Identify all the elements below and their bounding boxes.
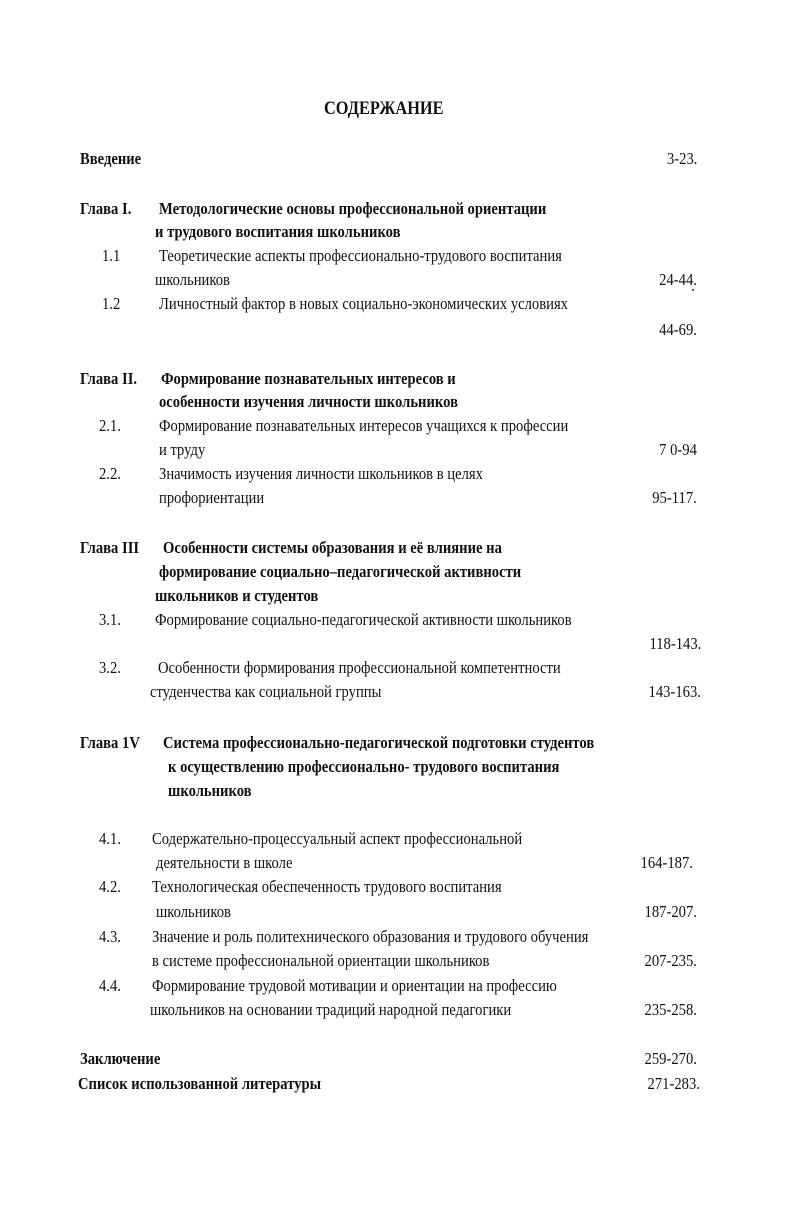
chapter-4-title-line-2: к осуществлению профессионально- трудового воспитания xyxy=(168,757,560,776)
section-1-1-line-1: Теоретические аспекты профессионально-трудового воспитания xyxy=(159,246,562,265)
section-4-4-line-2: школьников на основании традиций народной педагогики xyxy=(150,1000,512,1019)
section-3-1-line-1: Формирование социально-педагогической активности школьников xyxy=(155,610,572,629)
section-3-2-number: 3.2. xyxy=(99,658,121,677)
toc-conclusion-label: Заключение xyxy=(80,1049,161,1068)
section-2-1-line-2: и труду xyxy=(159,440,206,459)
section-3-2-line-2: студенчества как социальной группы xyxy=(150,682,382,701)
section-2-1-pages: 7 0-94 xyxy=(659,440,697,459)
section-4-3-number: 4.3. xyxy=(99,927,121,946)
section-1-1-line-2: школьников xyxy=(155,270,230,289)
section-4-3-line-1: Значение и роль политехнического образования и трудового обучения xyxy=(152,927,589,946)
section-1-2-pages: 44-69. xyxy=(659,320,697,339)
section-4-1-pages: 164-187. xyxy=(640,853,693,872)
section-4-1-line-2: деятельности в школе xyxy=(156,853,293,872)
section-1-2-line-1: Личностный фактор в новых социально-экономических условиях xyxy=(159,294,568,313)
toc-references-label: Список использованной литературы xyxy=(78,1074,322,1093)
chapter-1-title-line-1: Методологические основы профессиональной ориентации xyxy=(159,199,547,218)
stray-dot xyxy=(692,289,694,291)
section-1-1-pages: 24-44. xyxy=(659,270,697,289)
section-2-2-line-1: Значимость изучения личности школьников в целях xyxy=(159,464,483,483)
toc-intro-label: Введение xyxy=(80,149,142,168)
chapter-4-title-line-3: школьников xyxy=(168,781,252,800)
chapter-4-label: Глава 1V xyxy=(80,733,140,752)
section-3-2-pages: 143-163. xyxy=(648,682,701,701)
section-1-1-number: 1.1 xyxy=(102,246,121,265)
chapter-2-label: Глава II. xyxy=(80,369,138,388)
section-2-1-line-1: Формирование познавательных интересов учащихся к профессии xyxy=(159,416,569,435)
chapter-3-title-line-2: формирование социально–педагогической активности xyxy=(159,562,522,581)
section-4-1-line-1: Содержательно-процессуальный аспект профессиональной xyxy=(152,829,523,848)
toc-references-pages: 271-283. xyxy=(647,1074,700,1093)
section-4-2-line-1: Технологическая обеспеченность трудового воспитания xyxy=(152,877,502,896)
chapter-3-title-line-3: школьников и студентов xyxy=(155,586,319,605)
section-3-1-number: 3.1. xyxy=(99,610,121,629)
section-4-4-number: 4.4. xyxy=(99,976,121,995)
section-4-2-number: 4.2. xyxy=(99,877,121,896)
section-2-2-line-2: профориентации xyxy=(159,488,265,507)
section-4-1-number: 4.1. xyxy=(99,829,121,848)
section-2-2-pages: 95-117. xyxy=(652,488,697,507)
section-4-2-pages: 187-207. xyxy=(644,902,697,921)
chapter-4-title-line-1: Система профессионально-педагогической подготовки студентов xyxy=(163,733,595,752)
page-title: СОДЕРЖАНИЕ xyxy=(324,98,444,119)
section-2-1-number: 2.1. xyxy=(99,416,121,435)
chapter-1-title-line-2: и трудового воспитания школьников xyxy=(155,222,401,241)
section-2-2-number: 2.2. xyxy=(99,464,121,483)
chapter-1-label: Глава I. xyxy=(80,199,132,218)
section-1-2-number: 1.2 xyxy=(102,294,121,313)
toc-intro-pages: 3-23. xyxy=(666,149,697,168)
section-4-3-line-2: в системе профессиональной ориентации школьников xyxy=(152,951,490,970)
section-4-2-line-2: школьников xyxy=(156,902,231,921)
chapter-3-label: Глава III xyxy=(80,538,140,557)
section-3-2-line-1: Особенности формирования профессиональной компетентности xyxy=(158,658,561,677)
section-4-4-line-1: Формирование трудовой мотивации и ориентации на профессию xyxy=(152,976,557,995)
section-4-3-pages: 207-235. xyxy=(644,951,697,970)
toc-conclusion-pages: 259-270. xyxy=(644,1049,697,1068)
chapter-2-title-line-1: Формирование познавательных интересов и xyxy=(161,369,456,388)
section-4-4-pages: 235-258. xyxy=(644,1000,697,1019)
chapter-3-title-line-1: Особенности системы образования и её влияние на xyxy=(163,538,502,557)
chapter-2-title-line-2: особенности изучения личности школьников xyxy=(159,392,458,411)
section-3-1-pages: 118-143. xyxy=(649,634,701,653)
